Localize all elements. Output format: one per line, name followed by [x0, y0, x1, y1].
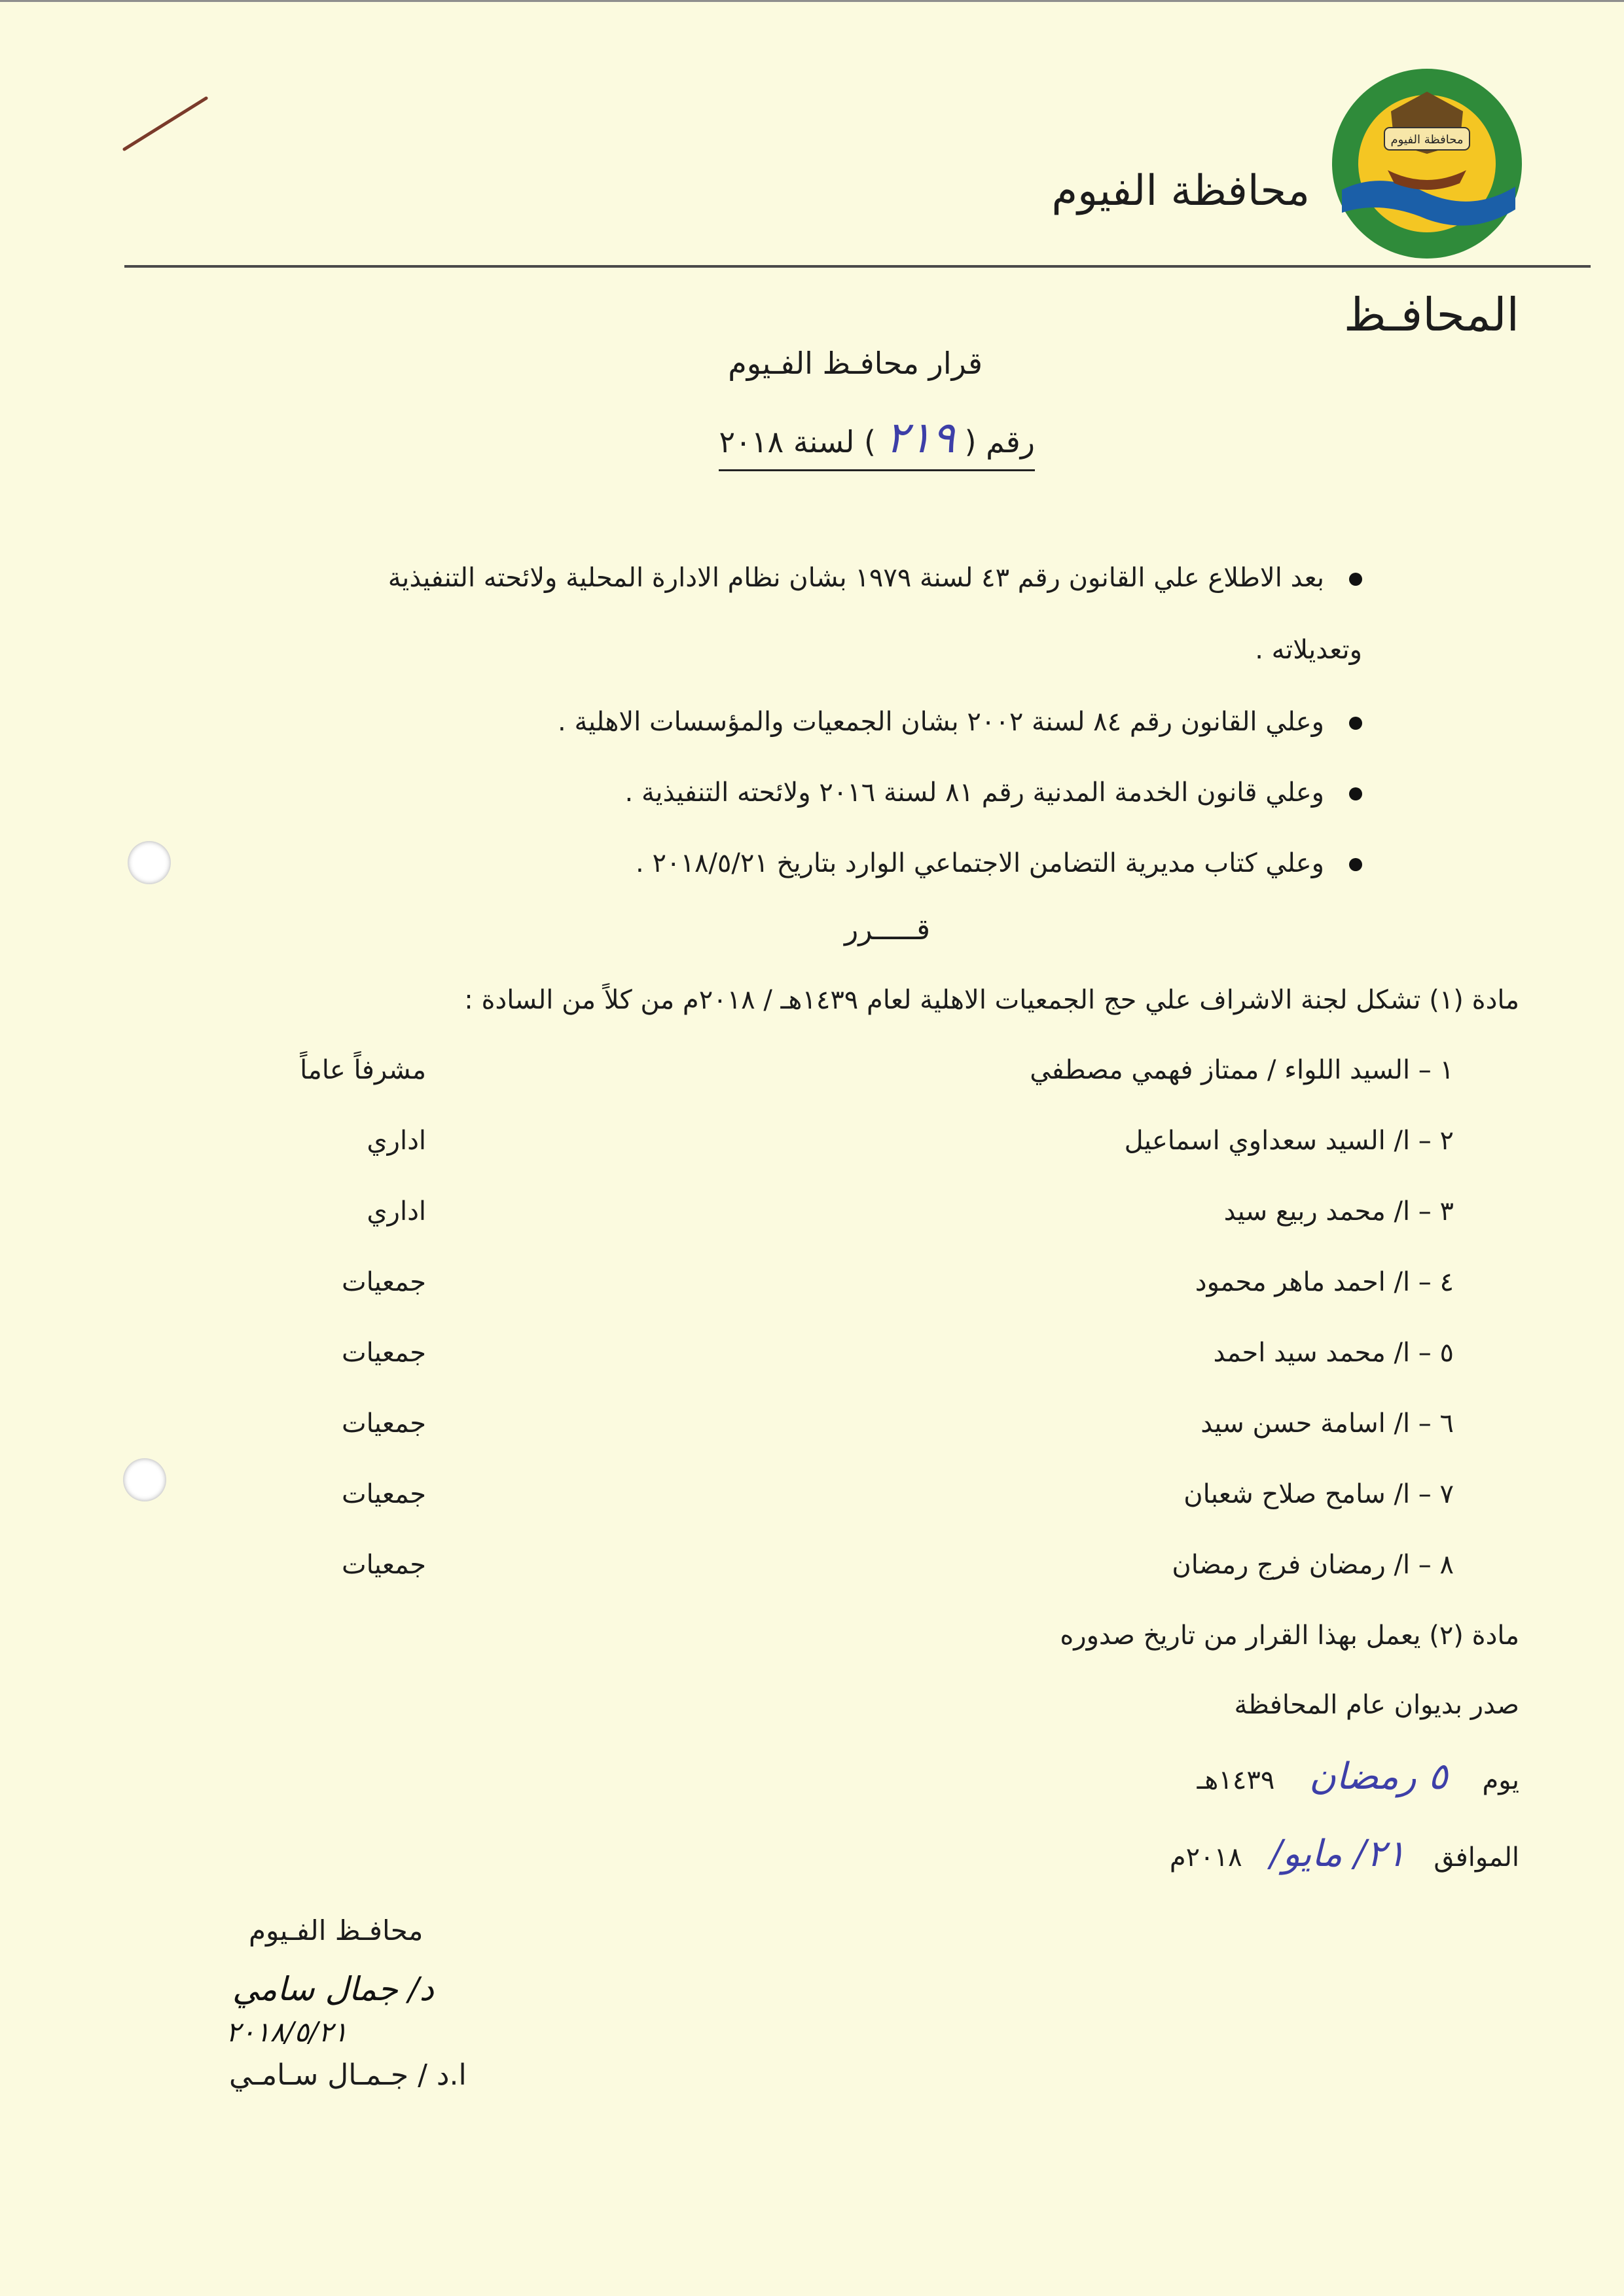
- signature-handwritten-date: ٢٠١٨/٥/٢١: [226, 2016, 348, 2048]
- member-role: جمعيات: [341, 1267, 426, 1297]
- member-name: ٦ – ا/ اسامة حسن سيد: [1200, 1408, 1454, 1439]
- decision-number: [719, 412, 1035, 471]
- office-title: المحافـظ: [1343, 288, 1519, 342]
- day-label: يوم: [1482, 1765, 1519, 1795]
- member-role: جمعيات: [341, 1550, 426, 1580]
- member-name: ٧ – ا/ سامح صلاح شعبان: [1183, 1479, 1454, 1509]
- decision-number-handwritten: ٢١٩: [885, 412, 955, 463]
- pen-stroke-mark: [118, 92, 216, 157]
- scan-edge: [0, 0, 1624, 2]
- bullet-icon: [1349, 787, 1362, 800]
- bullet-icon: [1349, 717, 1362, 730]
- issue-day-line: [1197, 1755, 1519, 1798]
- preamble-item: وعلي قانون الخدمة المدنية رقم ٨١ لسنة ٢٠١٦ ولائحته التنفيذية .: [625, 778, 1362, 808]
- member-name: ٢ – ا/ السيد سعداوي اسماعيل: [1124, 1126, 1454, 1156]
- gregorian-year: ٢٠١٨م: [1169, 1842, 1242, 1873]
- member-role: اداري: [367, 1196, 426, 1227]
- signatory-name: ا.د / جـمـال سـامـي: [229, 2058, 467, 2092]
- preamble-continuation: وتعديلاته .: [1255, 635, 1362, 665]
- member-name: ٥ – ا/ محمد سيد احمد: [1213, 1338, 1454, 1368]
- punch-hole: [123, 1458, 166, 1501]
- member-name: ١ – السيد اللواء / ممتاز فهمي مصطفي: [1030, 1055, 1454, 1085]
- decides-heading: قـــــرر: [844, 913, 930, 946]
- governorate-name: محافظة الفيوم: [1051, 167, 1310, 215]
- corresponding-label: الموافق: [1434, 1842, 1519, 1873]
- punch-hole: [128, 841, 171, 884]
- svg-text:محافظة الفيوم: محافظة الفيوم: [1390, 133, 1464, 147]
- member-name: ٨ – ا/ رمضان فرج رمضان: [1172, 1550, 1454, 1580]
- decision-number-suffix: ) لسنة ٢٠١٨: [719, 424, 876, 459]
- date-handwritten: ٢١/ مايو/: [1270, 1833, 1406, 1875]
- member-name: ٤ – ا/ احمد ماهر محمود: [1195, 1267, 1454, 1297]
- decision-title: قرار محافـظ الفـيوم: [728, 346, 983, 381]
- issued-at: صدر بديوان عام المحافظة: [1234, 1690, 1519, 1720]
- member-role: اداري: [367, 1126, 426, 1156]
- member-name: ٣ – ا/ محمد ربيع سيد: [1223, 1196, 1454, 1227]
- issue-date-line: [1170, 1833, 1519, 1875]
- article-1: مادة (١) تشكل لجنة الاشراف علي حج الجمعيات الاهلية لعام ١٤٣٩هـ / ٢٠١٨م من كلاً من السادة :: [464, 985, 1519, 1015]
- header-divider: [124, 265, 1591, 268]
- member-role: جمعيات: [341, 1479, 426, 1509]
- member-role: مشرفاً عاماً: [300, 1055, 426, 1085]
- hijri-year: ١٤٣٩هـ: [1197, 1765, 1275, 1795]
- article-2: مادة (٢) يعمل بهذا القرار من تاريخ صدوره: [1060, 1621, 1519, 1651]
- day-handwritten: ٥ رمضان: [1309, 1755, 1448, 1798]
- member-role: جمعيات: [341, 1408, 426, 1439]
- signature-handwritten-name: د/ جمال سامي: [232, 1970, 434, 2008]
- member-role: جمعيات: [341, 1338, 426, 1368]
- signature-title: محافـظ الفـيوم: [249, 1914, 424, 1946]
- bullet-icon: [1349, 858, 1362, 871]
- governorate-seal-logo: [1329, 65, 1525, 262]
- bullet-icon: [1349, 573, 1362, 586]
- preamble-item: وعلي كتاب مديرية التضامن الاجتماعي الوارد بتاريخ ٢٠١٨/٥/٢١ .: [636, 848, 1362, 878]
- preamble-item: بعد الاطلاع علي القانون رقم ٤٣ لسنة ١٩٧٩ بشان نظام الادارة المحلية ولائحته التنفيذية: [388, 563, 1362, 593]
- preamble-item: وعلي القانون رقم ٨٤ لسنة ٢٠٠٢ بشان الجمعيات والمؤسسات الاهلية .: [558, 707, 1362, 737]
- decision-number-prefix: رقم (: [964, 424, 1035, 459]
